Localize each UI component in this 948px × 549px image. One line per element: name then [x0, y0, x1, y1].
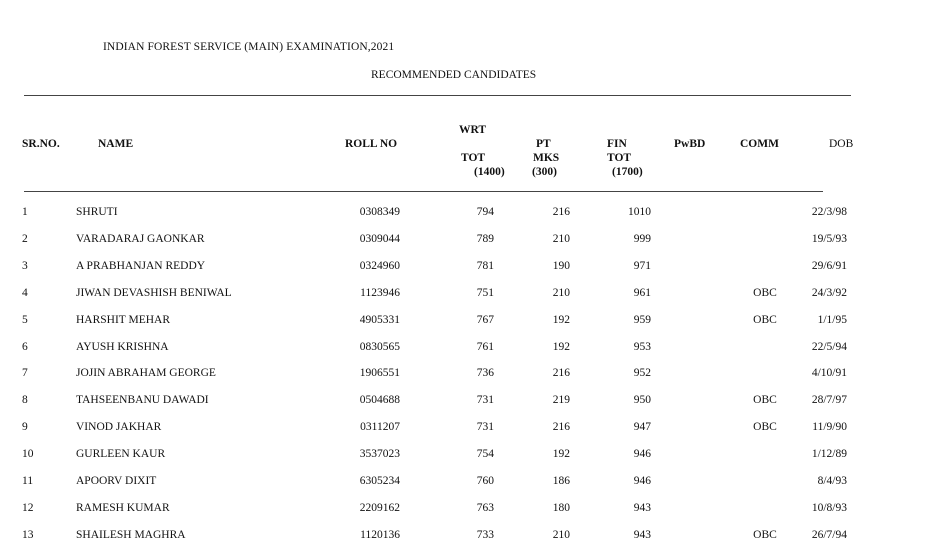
cell-sr-no: 13: [22, 528, 34, 541]
cell-sr-no: 5: [22, 313, 28, 326]
cell-pt-marks: 216: [552, 367, 570, 380]
cell-roll-no: 0309044: [359, 232, 400, 245]
cell-final-total: 971: [633, 259, 651, 272]
header-pt-max: (300): [532, 166, 557, 178]
cell-name: VINOD JAKHAR: [76, 421, 162, 434]
table-row: [0, 367, 948, 387]
cell-roll-no: 3537023: [359, 448, 400, 461]
cell-pt-marks: 210: [552, 232, 570, 245]
cell-name: GURLEEN KAUR: [76, 448, 166, 461]
cell-name: AYUSH KRISHNA: [76, 340, 169, 353]
cell-final-total: 943: [633, 501, 651, 514]
cell-name: RAMESH KUMAR: [76, 501, 170, 514]
cell-sr-no: 6: [22, 340, 28, 353]
cell-final-total: 961: [633, 286, 651, 299]
header-wrt-max: (1400): [474, 166, 505, 178]
cell-dob: 28/7/97: [811, 394, 847, 407]
header-fin-max: (1700): [612, 166, 643, 178]
table-row: [0, 341, 948, 361]
header-pt: PT: [536, 138, 551, 150]
cell-name: VARADARAJ GAONKAR: [76, 232, 205, 245]
cell-sr-no: 9: [22, 421, 28, 434]
cell-roll-no: 1906551: [359, 367, 400, 380]
table-row: [0, 394, 948, 414]
cell-final-total: 999: [633, 232, 651, 245]
cell-name: JIWAN DEVASHISH BENIWAL: [76, 286, 232, 299]
cell-dob: 1/1/95: [817, 313, 847, 326]
cell-pt-marks: 210: [552, 286, 570, 299]
header-roll-no: ROLL NO: [345, 138, 398, 150]
cell-final-total: 946: [633, 448, 651, 461]
table-row: [0, 314, 948, 334]
cell-pt-marks: 216: [552, 421, 570, 434]
cell-wrt-total: 781: [476, 259, 494, 272]
cell-community: OBC: [753, 394, 777, 407]
header-dob: DOB: [829, 138, 854, 150]
cell-community: OBC: [753, 313, 777, 326]
cell-wrt-total: 767: [476, 313, 494, 326]
cell-sr-no: 3: [22, 259, 28, 272]
cell-pt-marks: 216: [552, 206, 570, 218]
header-name: NAME: [98, 138, 134, 150]
table-row: [0, 502, 948, 522]
cell-wrt-total: 733: [476, 528, 494, 541]
cell-name: TAHSEENBANU DAWADI: [76, 394, 209, 407]
table-row: [0, 233, 948, 253]
header-fin: FIN: [607, 138, 627, 150]
cell-wrt-total: 794: [476, 206, 494, 218]
header-comm: COMM: [740, 138, 779, 150]
cell-name: JOJIN ABRAHAM GEORGE: [76, 367, 216, 380]
header-fin-tot: TOT: [607, 152, 632, 164]
cell-dob: 19/5/93: [811, 232, 847, 245]
cell-roll-no: 0311207: [360, 421, 400, 434]
cell-dob: 1/12/89: [811, 448, 847, 461]
cell-dob: 29/6/91: [811, 259, 847, 272]
cell-sr-no: 2: [22, 232, 28, 245]
cell-sr-no: 10: [22, 448, 34, 461]
top-divider: [24, 95, 851, 96]
cell-wrt-total: 761: [476, 340, 494, 353]
cell-final-total: 946: [633, 475, 651, 487]
cell-pt-marks: 192: [552, 340, 570, 353]
cell-final-total: 947: [633, 421, 651, 434]
cell-sr-no: 12: [22, 501, 34, 514]
cell-final-total: 959: [633, 313, 651, 326]
cell-dob: 22/3/98: [811, 206, 847, 218]
cell-roll-no: 1120136: [360, 528, 400, 541]
header-sr-no: SR.NO.: [22, 138, 60, 150]
document-subtitle: RECOMMENDED CANDIDATES: [371, 69, 537, 81]
cell-wrt-total: 751: [476, 286, 494, 299]
cell-dob: 10/8/93: [811, 501, 847, 514]
cell-pt-marks: 192: [552, 448, 570, 461]
cell-wrt-total: 760: [476, 475, 494, 487]
cell-dob: 8/4/93: [817, 475, 847, 487]
cell-roll-no: 6305234: [359, 475, 400, 487]
cell-community: OBC: [753, 286, 777, 299]
cell-dob: 11/9/90: [812, 421, 847, 434]
table-row: [0, 421, 948, 441]
cell-final-total: 1010: [628, 206, 651, 218]
cell-wrt-total: 763: [476, 501, 494, 514]
cell-roll-no: 0504688: [359, 394, 400, 407]
cell-roll-no: 0308349: [359, 206, 400, 218]
document-title: INDIAN FOREST SERVICE (MAIN) EXAMINATION,2021: [103, 41, 395, 53]
cell-name: SHAILESH MAGHRA: [76, 528, 186, 541]
cell-pt-marks: 219: [552, 394, 570, 407]
cell-sr-no: 7: [22, 367, 28, 380]
cell-pt-marks: 210: [552, 528, 570, 541]
cell-sr-no: 4: [22, 286, 28, 299]
table-row: [0, 529, 948, 549]
cell-name: HARSHIT MEHAR: [76, 313, 171, 326]
cell-wrt-total: 789: [476, 232, 494, 245]
cell-roll-no: 1123946: [360, 286, 400, 299]
cell-dob: 24/3/92: [811, 286, 847, 299]
cell-dob: 26/7/94: [811, 528, 847, 541]
cell-roll-no: 4905331: [359, 313, 400, 326]
cell-dob: 22/5/94: [811, 340, 847, 353]
cell-roll-no: 2209162: [359, 501, 400, 514]
cell-wrt-total: 731: [476, 394, 494, 407]
table-row: [0, 287, 948, 307]
cell-wrt-total: 754: [476, 448, 494, 461]
cell-sr-no: 11: [22, 475, 34, 487]
cell-sr-no: 1: [22, 206, 28, 218]
cell-pt-marks: 180: [552, 501, 570, 514]
header-wrt: WRT: [459, 124, 487, 136]
cell-name: A PRABHANJAN REDDY: [76, 259, 206, 272]
cell-roll-no: 0324960: [359, 259, 400, 272]
table-row: [0, 475, 948, 495]
header-pt-mks: MKS: [533, 152, 560, 164]
cell-sr-no: 8: [22, 394, 28, 407]
table-row: [0, 448, 948, 468]
header-divider: [24, 191, 823, 192]
header-wrt-tot: TOT: [461, 152, 486, 164]
cell-final-total: 953: [633, 340, 651, 353]
cell-community: OBC: [753, 528, 777, 541]
cell-name: APOORV DIXIT: [76, 475, 157, 487]
cell-final-total: 943: [633, 528, 651, 541]
cell-pt-marks: 190: [552, 259, 570, 272]
table-row: [0, 206, 948, 226]
table-row: [0, 260, 948, 280]
cell-pt-marks: 186: [552, 475, 570, 487]
cell-pt-marks: 192: [552, 313, 570, 326]
cell-final-total: 952: [633, 367, 651, 380]
cell-community: OBC: [753, 421, 777, 434]
cell-final-total: 950: [633, 394, 651, 407]
cell-roll-no: 0830565: [359, 340, 400, 353]
cell-dob: 4/10/91: [811, 367, 847, 380]
cell-wrt-total: 731: [476, 421, 494, 434]
header-pwbd: PwBD: [674, 138, 706, 150]
cell-wrt-total: 736: [476, 367, 494, 380]
cell-name: SHRUTI: [76, 206, 118, 218]
